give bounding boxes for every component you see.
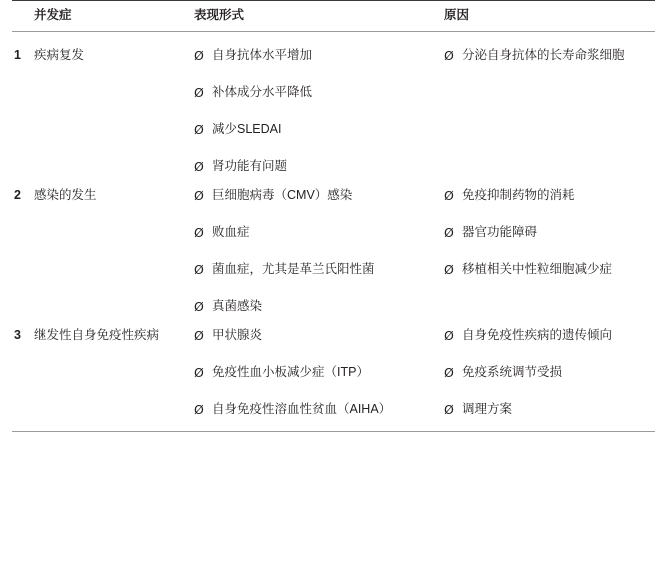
manifestations-text: 补体成分水平降低 bbox=[212, 85, 313, 99]
row-manifestations bbox=[194, 32, 444, 175]
column-header-cause: 原因 bbox=[444, 1, 655, 32]
table-row bbox=[12, 174, 655, 314]
table-row bbox=[12, 314, 655, 417]
causes-text: 分泌自身抗体的长寿命浆细胞 bbox=[462, 48, 625, 62]
bullet-icon: Ø bbox=[444, 328, 454, 343]
list-item bbox=[444, 402, 655, 417]
bullet-icon: Ø bbox=[194, 225, 204, 240]
bullet-icon: Ø bbox=[194, 402, 204, 417]
list-item bbox=[444, 48, 655, 63]
list-item bbox=[194, 85, 444, 100]
column-header-manifestation: 表现形式 bbox=[194, 1, 444, 32]
column-header-index bbox=[12, 1, 34, 32]
bullet-icon: Ø bbox=[444, 225, 454, 240]
list-item bbox=[194, 225, 444, 240]
bullet-icon: Ø bbox=[194, 85, 204, 100]
causes-text: 器官功能障碍 bbox=[462, 225, 538, 239]
row-index: 2 bbox=[14, 188, 21, 202]
row-complication: 感染的发生 bbox=[34, 188, 97, 202]
bullet-icon: Ø bbox=[194, 299, 204, 314]
causes-text: 调理方案 bbox=[462, 402, 513, 416]
causes-list bbox=[444, 188, 655, 277]
manifestations-text: 败血症 bbox=[212, 225, 250, 239]
complications-table bbox=[12, 0, 655, 417]
row-causes bbox=[444, 32, 655, 175]
list-item bbox=[194, 159, 444, 174]
causes-list bbox=[444, 48, 655, 63]
causes-text: 自身免疫性疾病的遗传倾向 bbox=[462, 328, 613, 342]
bullet-icon: Ø bbox=[194, 262, 204, 277]
list-item bbox=[194, 402, 444, 417]
bullet-icon: Ø bbox=[194, 159, 204, 174]
list-item bbox=[194, 328, 444, 343]
row-manifestations bbox=[194, 314, 444, 417]
list-item bbox=[444, 188, 655, 203]
row-complication: 疾病复发 bbox=[34, 48, 85, 62]
table-body bbox=[12, 32, 655, 418]
manifestations-text: 真菌感染 bbox=[212, 299, 263, 313]
list-item bbox=[444, 328, 655, 343]
manifestations-list bbox=[194, 328, 444, 417]
list-item bbox=[194, 365, 444, 380]
list-item bbox=[444, 225, 655, 240]
manifestations-text: 肾功能有问题 bbox=[212, 159, 288, 173]
manifestations-text: 减少SLEDAI bbox=[212, 122, 282, 136]
bullet-icon: Ø bbox=[444, 188, 454, 203]
bullet-icon: Ø bbox=[444, 402, 454, 417]
table-row bbox=[12, 32, 655, 175]
list-item bbox=[194, 299, 444, 314]
manifestations-list bbox=[194, 48, 444, 174]
manifestations-text: 自身抗体水平增加 bbox=[212, 48, 313, 62]
list-item bbox=[444, 365, 655, 380]
row-index: 3 bbox=[14, 328, 21, 342]
manifestations-text: 甲状腺炎 bbox=[212, 328, 263, 342]
bullet-icon: Ø bbox=[444, 48, 454, 63]
table-bottom-rule bbox=[12, 431, 655, 432]
bullet-icon: Ø bbox=[444, 262, 454, 277]
manifestations-text: 巨细胞病毒（CMV）感染 bbox=[212, 188, 353, 202]
causes-text: 移植相关中性粒细胞减少症 bbox=[462, 262, 613, 276]
manifestations-text: 免疫性血小板减少症（ITP） bbox=[212, 365, 369, 379]
list-item bbox=[444, 262, 655, 277]
manifestations-list bbox=[194, 188, 444, 314]
table-header-row bbox=[12, 1, 655, 32]
bullet-icon: Ø bbox=[444, 365, 454, 380]
row-complication: 继发性自身免疫性疾病 bbox=[34, 328, 160, 342]
manifestations-text: 菌血症，尤其是革兰氏阳性菌 bbox=[212, 262, 375, 276]
bullet-icon: Ø bbox=[194, 122, 204, 137]
causes-list bbox=[444, 328, 655, 417]
row-causes bbox=[444, 314, 655, 417]
causes-text: 免疫抑制药物的消耗 bbox=[462, 188, 575, 202]
column-header-complication: 并发症 bbox=[34, 1, 194, 32]
bullet-icon: Ø bbox=[194, 48, 204, 63]
table-header bbox=[12, 1, 655, 32]
list-item bbox=[194, 262, 444, 277]
list-item bbox=[194, 48, 444, 63]
row-causes bbox=[444, 174, 655, 314]
bullet-icon: Ø bbox=[194, 365, 204, 380]
row-index: 1 bbox=[14, 48, 21, 62]
list-item bbox=[194, 122, 444, 137]
list-item bbox=[194, 188, 444, 203]
bullet-icon: Ø bbox=[194, 328, 204, 343]
bullet-icon: Ø bbox=[194, 188, 204, 203]
causes-text: 免疫系统调节受损 bbox=[462, 365, 563, 379]
manifestations-text: 自身免疫性溶血性贫血（AIHA） bbox=[212, 402, 392, 416]
row-manifestations bbox=[194, 174, 444, 314]
